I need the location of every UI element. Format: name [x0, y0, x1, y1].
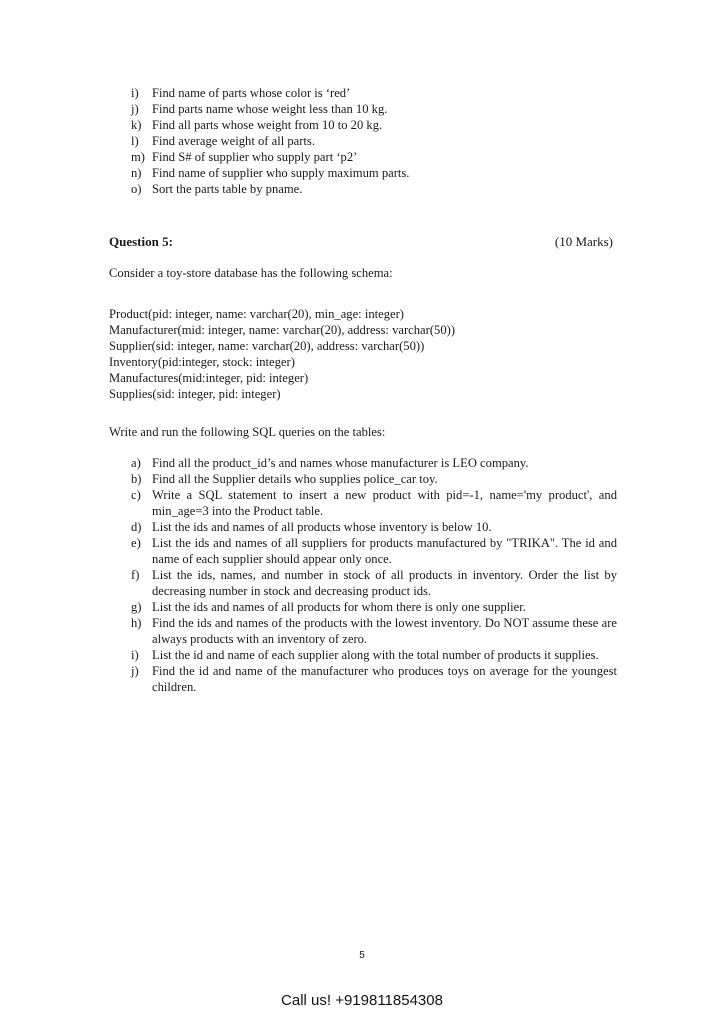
schema-line: Product(pid: integer, name: varchar(20), min_age: integer) [109, 307, 404, 321]
item-text: Write a SQL statement to insert a new product with pid=-1, name='my product', and min_age=3 into the Product table. [152, 488, 617, 518]
item-marker: j) [131, 102, 139, 116]
item-text: List the ids and names of all products whose inventory is below 10. [152, 520, 492, 534]
item-text: Sort the parts table by pname. [152, 182, 303, 196]
item-marker: b) [131, 472, 142, 486]
item-text: List the ids and names of all suppliers for products manufactured by "TRIKA". The id and name of each supplier should appear only once. [152, 536, 617, 566]
schema-line: Supplier(sid: integer, name: varchar(20), address: varchar(50)) [109, 339, 425, 353]
item-text: List the id and name of each supplier along with the total number of products it supplies. [152, 648, 599, 662]
list-item [131, 85, 611, 101]
list-item [131, 133, 611, 149]
footer-contact: Call us! +919811854308 [281, 992, 443, 1009]
item-text: Find parts name whose weight less than 10 kg. [152, 102, 388, 116]
question-instruction: Write and run the following SQL queries on the tables: [109, 425, 386, 439]
item-text: List the ids, names, and number in stock of all products in inventory. Order the list by decreasing number in stock and decreasing product ids. [152, 568, 617, 598]
item-marker: c) [131, 488, 141, 502]
list-item [131, 149, 611, 165]
item-marker: j) [131, 664, 139, 678]
item-marker: n) [131, 166, 142, 180]
item-marker: h) [131, 616, 142, 630]
list-item [131, 567, 617, 599]
item-text: Find the id and name of the manufacturer who produces toys on average for the youngest children. [152, 664, 617, 694]
question-title: Question 5: [109, 234, 173, 249]
list-item [131, 117, 611, 133]
list-item [131, 487, 617, 519]
item-text: Find the ids and names of the products with the lowest inventory. Do NOT assume these are always products with an inventory of zero. [152, 616, 617, 646]
list-item [131, 663, 617, 695]
list-item [131, 165, 611, 181]
item-text: Find name of supplier who supply maximum parts. [152, 166, 410, 180]
item-marker: i) [131, 86, 139, 100]
item-marker: i) [131, 648, 139, 662]
item-marker: g) [131, 600, 142, 614]
item-marker: f) [131, 568, 140, 582]
list-item [131, 599, 617, 615]
item-text: List the ids and names of all products for whom there is only one supplier. [152, 600, 526, 614]
schema-block [109, 306, 455, 402]
list-item [131, 519, 617, 535]
item-text: Find name of parts whose color is ‘red’ [152, 86, 351, 100]
item-marker: a) [131, 456, 141, 470]
item-marker: o) [131, 182, 142, 196]
parts-query-list [131, 85, 611, 197]
schema-line: Manufacturer(mid: integer, name: varchar(20), address: varchar(50)) [109, 323, 456, 337]
schema-line: Supplies(sid: integer, pid: integer) [109, 387, 281, 401]
list-item [131, 535, 617, 567]
item-text: Find average weight of all parts. [152, 134, 315, 148]
item-marker: k) [131, 118, 142, 132]
schema-line: Manufactures(mid:integer, pid: integer) [109, 371, 309, 385]
item-marker: e) [131, 536, 141, 550]
sql-query-list [131, 455, 617, 695]
list-item [131, 101, 611, 117]
item-text: Find all the product_id’s and names whose manufacturer is LEO company. [152, 456, 529, 470]
item-text: Find all parts whose weight from 10 to 20 kg. [152, 118, 383, 132]
list-item [131, 181, 611, 197]
item-marker: d) [131, 520, 142, 534]
item-marker: m) [131, 150, 145, 164]
list-item [131, 455, 617, 471]
item-marker: l) [131, 134, 139, 148]
item-text: Find all the Supplier details who supplies police_car toy. [152, 472, 438, 486]
list-item [131, 647, 617, 663]
list-item [131, 471, 617, 487]
item-text: Find S# of supplier who supply part ‘p2’ [152, 150, 358, 164]
schema-line: Inventory(pid:integer, stock: integer) [109, 355, 295, 369]
question-marks: (10 Marks) [554, 234, 613, 249]
page-number: 5 [359, 950, 365, 961]
question-intro: Consider a toy-store database has the following schema: [109, 266, 393, 280]
list-item [131, 615, 617, 647]
